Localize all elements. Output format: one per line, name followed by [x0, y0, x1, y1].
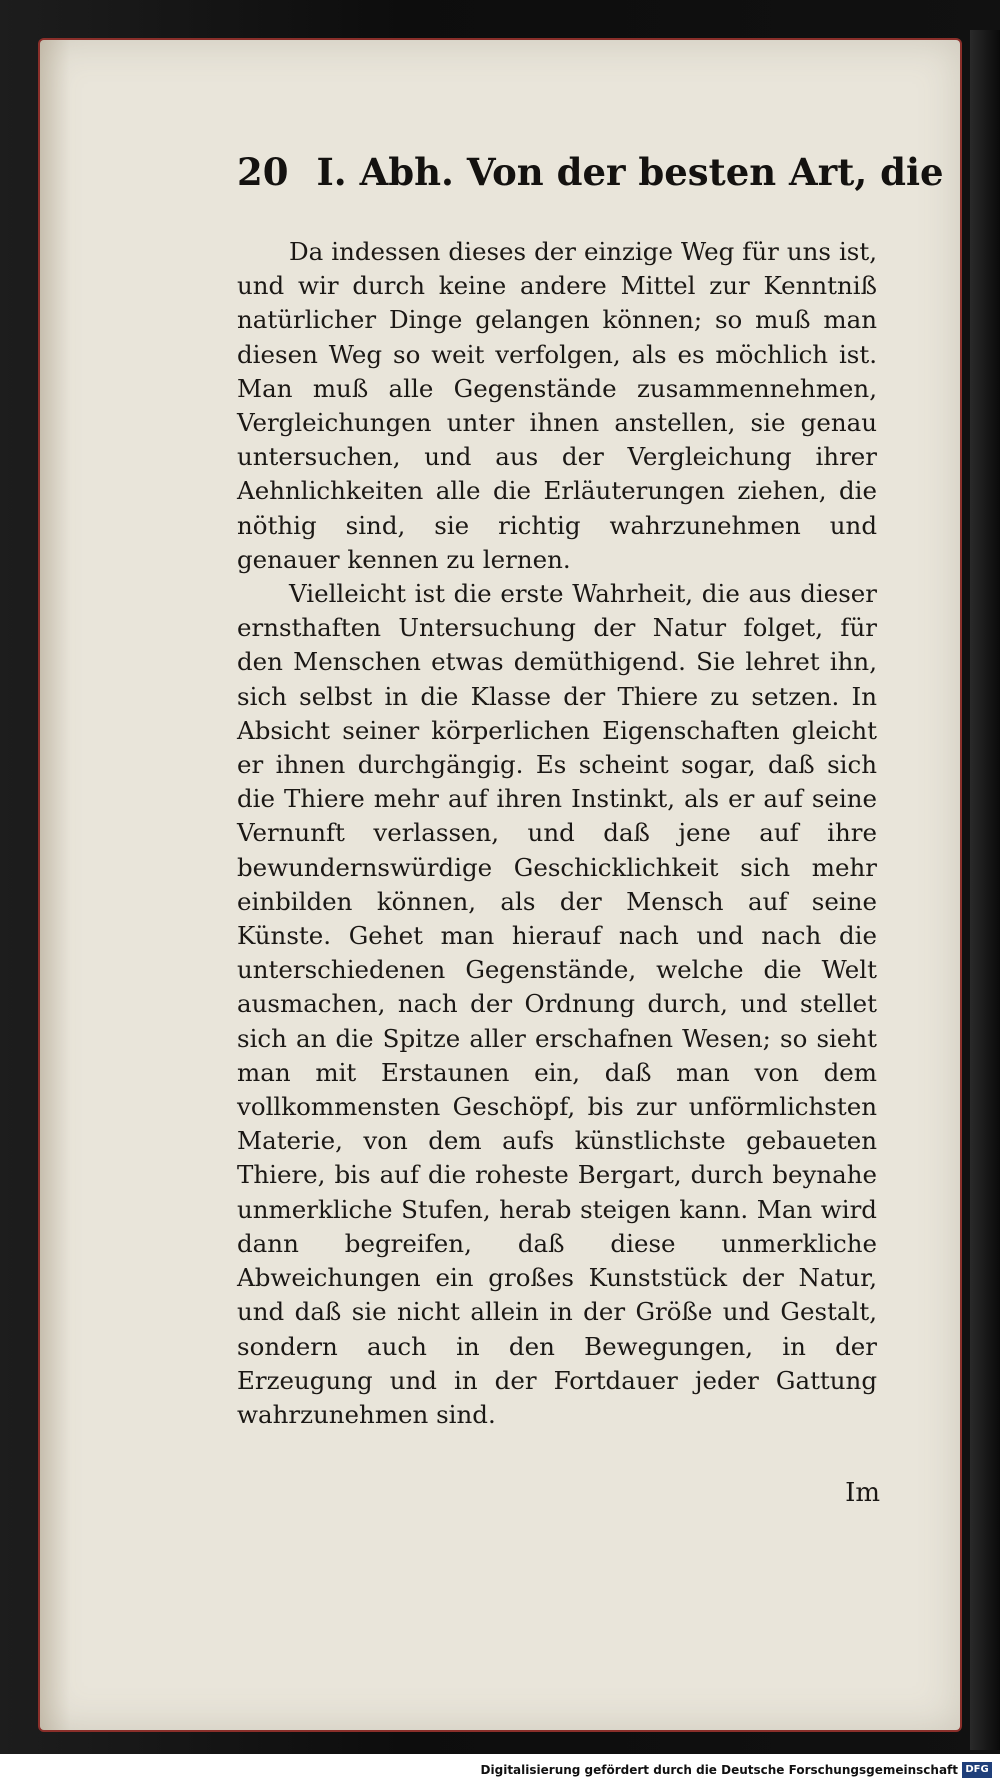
dfg-logo-icon: DFG	[962, 1762, 992, 1778]
running-head	[237, 150, 944, 194]
page-number: 20	[237, 150, 289, 194]
body-text	[237, 235, 877, 1432]
book-page	[40, 40, 960, 1730]
running-title: I. Abh. Von der besten Art, die	[316, 150, 944, 194]
paragraph-1: Da indessen dieses der einzige Weg für uns ist, und wir durch keine andere Mittel zur Kenntniß natürlicher Dinge gelangen können; so muß man diesen Weg so weit verfolgen, als es möchlich ist. Man muß alle Gegenstände zusammennehmen, Vergleichungen unter ihnen anstellen, sie genau untersuchen, und aus der Vergleichung ihrer Aehnlichkeiten alle die Erläuterungen ziehen, die nöthig sind, sie richtig wahrzunehmen und genauer kennen zu lernen.	[237, 237, 877, 574]
paragraph-2: Vielleicht ist die erste Wahrheit, die aus dieser ernsthaften Untersuchung der Natur folget, für den Menschen etwas demüthigend. Sie lehret ihn, sich selbst in die Klasse der Thiere zu setzen. In Absicht seiner körperlichen Eigenschaften gleicht er ihnen durchgängig. Es scheint sogar, daß sich die Thiere mehr auf ihren Instinkt, als er auf seine Vernunft verlassen, und daß jene auf ihre bewundernswürdige Geschicklichkeit sich mehr einbilden können, als der Mensch auf seine Künste. Gehet man hierauf nach und nach die unterschiedenen Gegenstände, welche die Welt ausmachen, nach der Ordnung durch, und stellet sich an die Spitze aller erschafnen Wesen; so sieht man mit Erstaunen ein, daß man von dem vollkommensten Geschöpf, bis zur unförmlichsten Materie, von dem aufs künstlichste gebaueten Thiere, bis auf die roheste Bergart, durch beynahe unmerkliche Stufen, herab steigen kann. Man wird dann begreifen, daß diese unmerkliche Abweichungen ein großes Kunststück der Natur, und daß sie nicht allein in der Größe und Gestalt, sondern auch in den Bewegungen, in der Erzeugung und in der Fortdauer jeder Gattung wahrzunehmen sind.	[237, 579, 877, 1429]
catchword: Im	[845, 1478, 880, 1508]
footer-credit: Digitalisierung gefördert durch die Deutsche Forschungsgemeinschaft	[480, 1763, 958, 1777]
footer-bar	[0, 1754, 1000, 1784]
book-edge	[970, 30, 1000, 1750]
